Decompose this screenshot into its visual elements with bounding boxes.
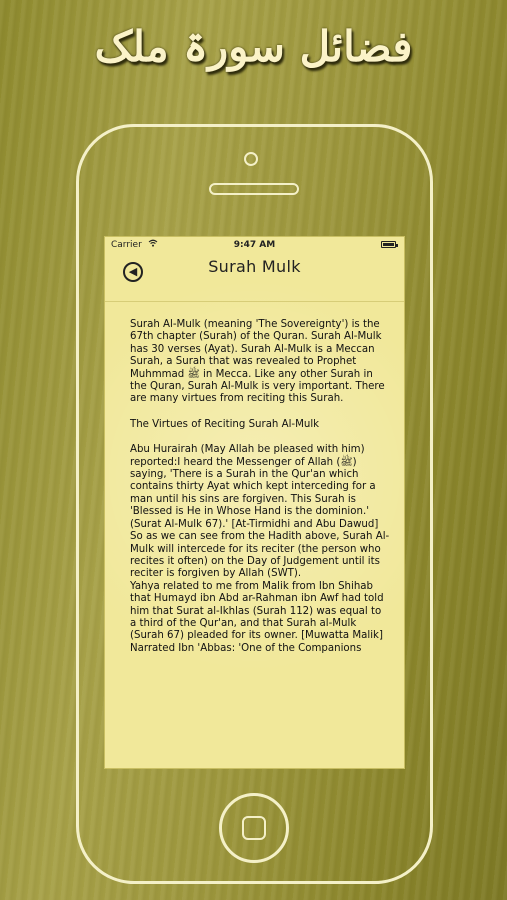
article-text[interactable] bbox=[130, 319, 390, 655]
home-square-icon bbox=[242, 816, 266, 840]
home-button bbox=[219, 793, 289, 863]
navigation-bar bbox=[105, 253, 404, 302]
hadith-paragraph-1: Abu Hurairah (May Allah be pleased with him) reported:I heard the Messenger of Allah (ﷺ) saying, 'There is a Surah in the Qur'an which contains thirty Ayat which kept interceding for a man until his sins are forgiven. This Surah is 'Blessed is He in Whose Hand is the dominion.' (Surat Al-Mulk 67).' [At-Tirmidhi and Abu Dawud] bbox=[130, 444, 379, 530]
status-time: 9:47 AM bbox=[233, 240, 276, 250]
section-heading: The Virtues of Reciting Surah Al-Mulk bbox=[130, 418, 320, 430]
status-bar bbox=[105, 237, 404, 253]
page-title: Surah Mulk bbox=[208, 257, 301, 276]
hadith-paragraph-3: Yahya related to me from Malik from Ibn Shihab that Humayd ibn Abd ar-Rahman ibn Awf had told him that Surat al-Ikhlas (Surah 112) was equal to a third of the Qur'an, and that Surah al-Mulk (Surah 67) pleaded for its owner. [Muwatta Malik] bbox=[130, 580, 384, 642]
hadith-paragraph-2: So as we can see from the Hadith above, Surah Al-Mulk will intercede for its reciter (the person who recites it often) on the Day of Judgement until its reciter is forgiven by Allah (SWT). bbox=[130, 531, 390, 580]
carrier-label: Carrier bbox=[111, 240, 142, 250]
app-headline: فضائل سورۃ ملک bbox=[94, 22, 413, 71]
speaker-grille bbox=[209, 183, 299, 195]
phone-screen bbox=[104, 236, 405, 769]
hadith-paragraph-4: Narrated Ibn 'Abbas: 'One of the Companions bbox=[130, 642, 362, 654]
intro-paragraph: Surah Al-Mulk (meaning 'The Sovereignty') is the 67th chapter (Surah) of the Quran. Surah Al-Mulk has 30 verses (Ayat). Surah Al-Mulk is a Meccan Surah, a Surah that was revealed to Prophet Muhmmad ﷺ in Mecca. Like any other Surah in the Quran, Surah Al-Mulk is very important. There are many virtues from reciting this Surah. bbox=[130, 319, 385, 405]
battery-icon bbox=[381, 241, 396, 248]
camera-icon bbox=[244, 152, 258, 166]
back-arrow-circle-icon[interactable]: ◀ bbox=[123, 262, 143, 282]
